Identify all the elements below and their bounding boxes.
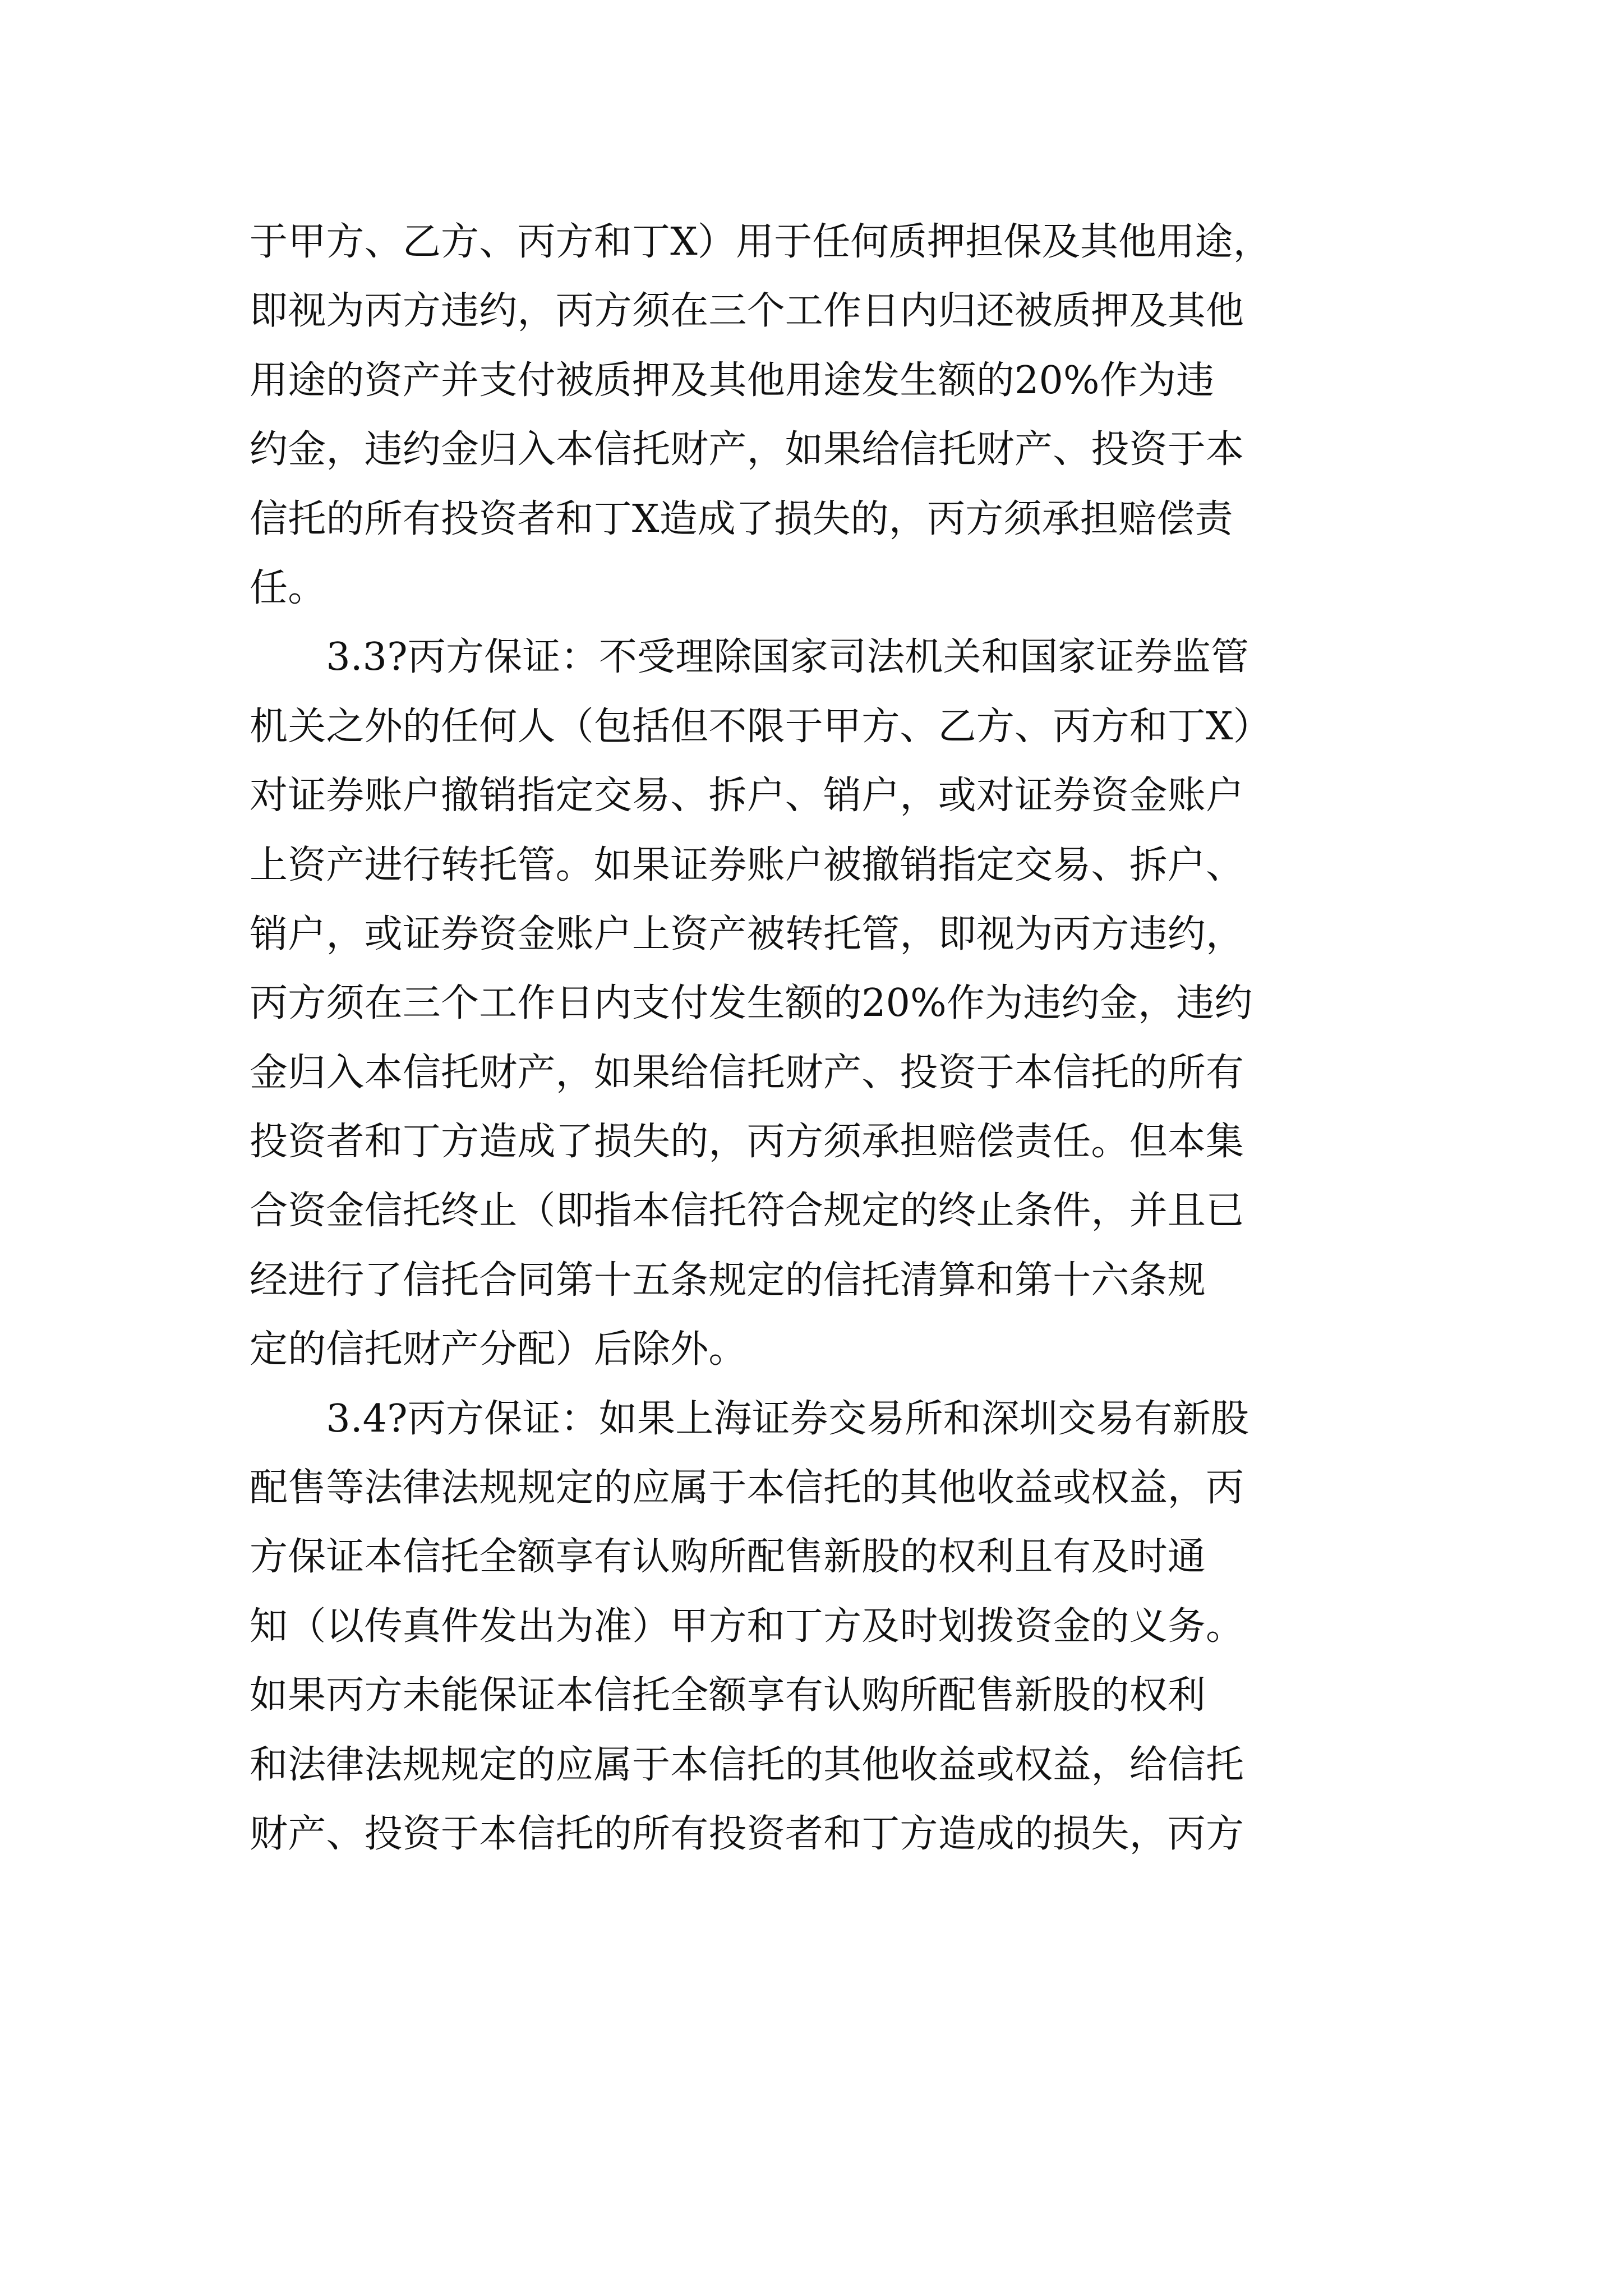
text-line: 信托的所有投资者和丁X造成了损失的，丙方须承担赔偿责 bbox=[250, 496, 1233, 541]
text-line: 丙方须在三个工作日内支付发生额的20%作为违约金，违约 bbox=[250, 981, 1253, 1026]
text-line: 财产、投资于本信托的所有投资者和丁方造成的损失，丙方 bbox=[250, 1811, 1244, 1856]
text-line: 知（以传真件发出为准）甲方和丁方及时划拨资金的义务。 bbox=[250, 1604, 1244, 1649]
paragraph-continuation bbox=[250, 208, 1377, 623]
text-line: 用途的资产并支付被质押及其他用途发生额的20%作为违 bbox=[250, 358, 1215, 403]
text-line: 机关之外的任何人（包括但不限于甲方、乙方、丙方和丁X） bbox=[250, 704, 1271, 749]
text-line: 金归入本信托财产，如果给信托财产、投资于本信托的所有 bbox=[250, 1050, 1244, 1095]
text-line: 任。 bbox=[250, 565, 326, 610]
text-line: 方保证本信托全额享有认购所配售新股的权利且有及时通 bbox=[250, 1535, 1206, 1580]
text-line: 3.4?丙方保证：如果上海证券交易所和深圳交易有新股 bbox=[250, 1396, 1249, 1441]
text-line: 约金，违约金归入本信托财产，如果给信托财产、投资于本 bbox=[250, 427, 1244, 472]
text-line: 经进行了信托合同第十五条规定的信托清算和第十六条规 bbox=[250, 1258, 1206, 1303]
paragraph-clause-3-4 bbox=[250, 1384, 1377, 1869]
text-line: 销户，或证券资金账户上资产被转托管，即视为丙方违约， bbox=[250, 912, 1244, 956]
text-line: 配售等法律法规规定的应属于本信托的其他收益或权益，丙 bbox=[250, 1466, 1244, 1511]
text-line: 对证券账户撤销指定交易、拆户、销户，或对证券资金账户 bbox=[250, 774, 1244, 818]
text-line: 投资者和丁方造成了损失的，丙方须承担赔偿责任。但本集 bbox=[250, 1120, 1244, 1165]
text-line: 3.3?丙方保证：不受理除国家司法机关和国家证券监管 bbox=[250, 635, 1249, 680]
text-line: 于甲方、乙方、丙方和丁X）用于任何质押担保及其他用途， bbox=[250, 220, 1271, 264]
text-line: 和法律法规规定的应属于本信托的其他收益或权益，给信托 bbox=[250, 1742, 1244, 1787]
text-line: 即视为丙方违约，丙方须在三个工作日内归还被质押及其他 bbox=[250, 289, 1244, 334]
text-line: 合资金信托终止（即指本信托符合规定的终止条件，并且已 bbox=[250, 1189, 1244, 1234]
text-line: 定的信托财产分配）后除外。 bbox=[250, 1327, 747, 1372]
text-line: 上资产进行转托管。如果证券账户被撤销指定交易、拆户、 bbox=[250, 843, 1244, 887]
document-body bbox=[250, 208, 1377, 1869]
text-line: 如果丙方未能保证本信托全额享有认购所配售新股的权利 bbox=[250, 1673, 1206, 1718]
paragraph-clause-3-3 bbox=[250, 623, 1377, 1384]
